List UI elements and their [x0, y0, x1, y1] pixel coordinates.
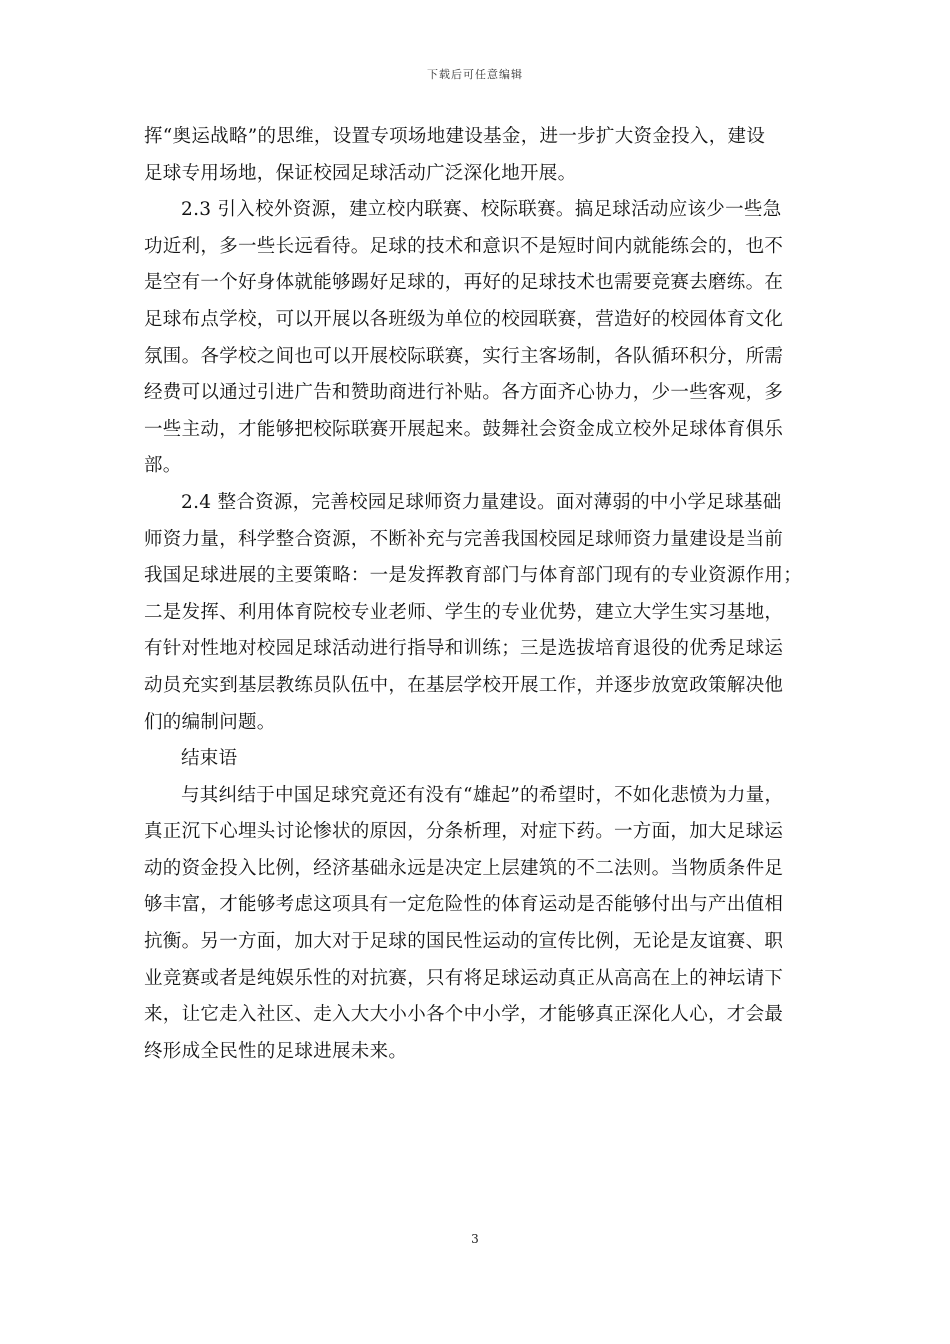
paragraph-line: 挥“奥运战略”的思维，设置专项场地建设基金，进一步扩大资金投入，建设 — [144, 126, 766, 147]
page-number: 3 — [471, 1232, 479, 1246]
paragraph-line: 动的资金投入比例，经济基础永远是决定上层建筑的不二法则。当物质条件足 — [144, 857, 784, 879]
paragraph-2-3 — [144, 192, 808, 485]
paragraph-conclusion — [144, 778, 808, 1071]
paragraph-line: 师资力量，科学整合资源，不断补充与完善我国校园足球师资力量建设是当前 — [144, 528, 784, 550]
paragraph-line: 功近利，多一些长远看待。足球的技术和意识不是短时间内就能练会的，也不 — [144, 235, 784, 257]
page-header: 下载后可任意编辑 — [427, 68, 523, 81]
paragraph-1 — [144, 119, 808, 192]
section-heading-text: 结束语 — [181, 748, 238, 770]
paragraph-line: 经费可以通过引进广告和赞助商进行补贴。各方面齐心协力，少一些客观，多 — [144, 382, 784, 404]
paragraph-line: 够丰富，才能够考虑这项具有一定危险性的体育运动是否能够付出与产出值相 — [144, 894, 784, 916]
paragraph-line: 业竞赛或者是纯娱乐性的对抗赛，只有将足球运动真正从高高在上的神坛请下 — [144, 967, 784, 989]
paragraph-line: 动员充实到基层教练员队伍中，在基层学校开展工作，并逐步放宽政策解决他 — [144, 674, 784, 696]
paragraph-line: 真正沉下心埋头讨论惨状的原因，分条析理，对症下药。一方面，加大足球运 — [144, 821, 784, 843]
paragraph-line: 2.4 整合资源，完善校园足球师资力量建设。面对薄弱的中小学足球基础 — [181, 491, 782, 513]
paragraph-line: 氛围。各学校之间也可以开展校际联赛，实行主客场制，各队循环积分，所需 — [144, 345, 784, 367]
paragraph-line: 们的编制问题。 — [144, 711, 276, 733]
paragraph-line: 2.3 引入校外资源，建立校内联赛、校际联赛。搞足球活动应该少一些急 — [181, 199, 782, 221]
paragraph-line: 是空有一个好身体就能够踢好足球的，再好的足球技术也需要竞赛去磨练。在 — [144, 272, 784, 294]
paragraph-line: 抗衡。另一方面，加大对于足球的国民性运动的宣传比例，无论是友谊赛、职 — [144, 931, 784, 953]
section-heading-conclusion — [144, 741, 808, 778]
paragraph-line: 足球布点学校，可以开展以各班级为单位的校园联赛，营造好的校园体育文化 — [144, 308, 784, 330]
paragraph-line: 我国足球进展的主要策略：一是发挥教育部门与体育部门现有的专业资源作用； — [144, 565, 803, 587]
paragraph-2-4 — [144, 485, 808, 741]
paragraph-line: 足球专用场地，保证校园足球活动广泛深化地开展。 — [144, 162, 577, 184]
paragraph-line: 二是发挥、利用体育院校专业老师、学生的专业优势，建立大学生实习基地， — [144, 601, 784, 623]
paragraph-line: 终形成全民性的足球进展未来。 — [144, 1040, 408, 1062]
paragraph-line: 部。 — [144, 455, 182, 477]
paragraph-line: 一些主动，才能够把校际联赛开展起来。鼓舞社会资金成立校外足球体育俱乐 — [144, 418, 784, 440]
paragraph-line: 来，让它走入社区、走入大大小小各个中小学，才能够真正深化人心，才会最 — [144, 1004, 784, 1026]
document-body — [144, 119, 808, 1070]
paragraph-line: 与其纠结于中国足球究竟还有没有“雄起”的希望时，不如化悲愤为力量， — [181, 784, 784, 806]
paragraph-line: 有针对性地对校园足球活动进行指导和训练；三是选拔培育退役的优秀足球运 — [144, 638, 784, 660]
